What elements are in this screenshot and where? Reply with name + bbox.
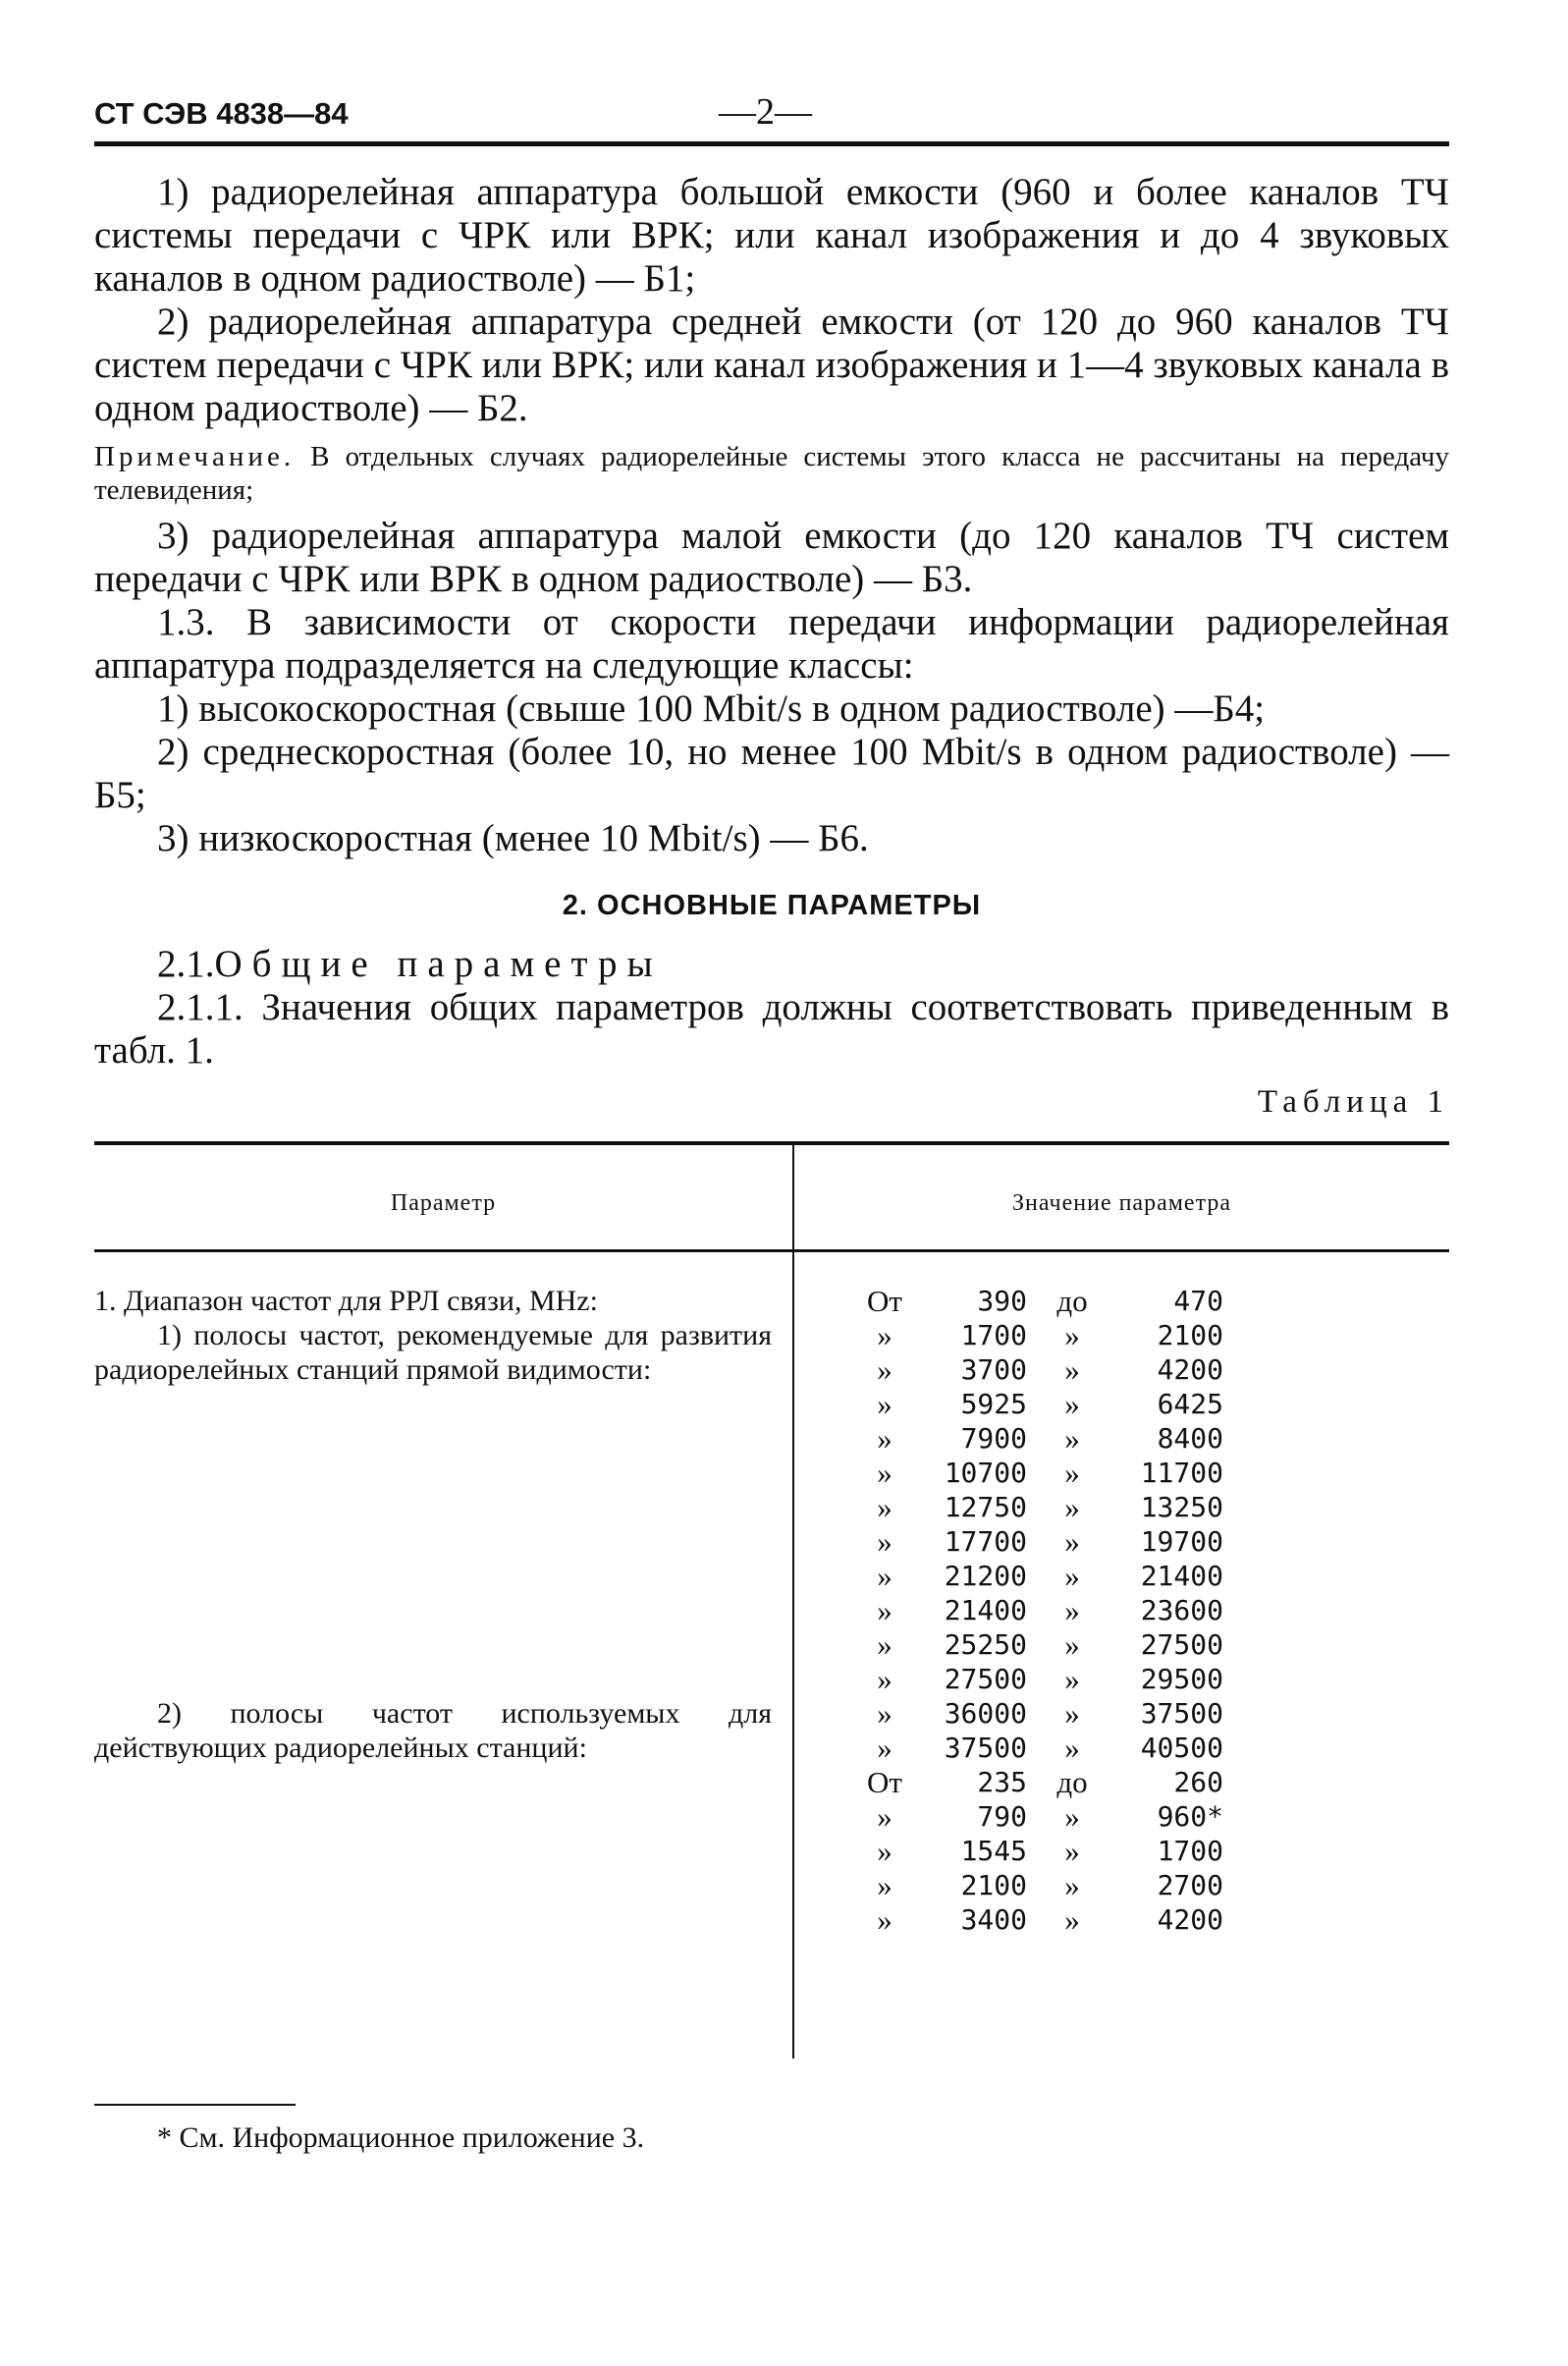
subsection-title: Общие параметры xyxy=(214,943,663,985)
band-to: 13250 xyxy=(1140,1491,1223,1523)
band-prefix: » xyxy=(877,1731,892,1765)
section-heading: 2. ОСНОВНЫЕ ПАРАМЕТРЫ xyxy=(562,890,982,921)
band-to: 8400 xyxy=(1157,1422,1223,1455)
band-separator: » xyxy=(1064,1731,1080,1765)
band-prefix: » xyxy=(877,1593,892,1627)
band-separator: » xyxy=(1064,1421,1080,1456)
band-from: 25250 xyxy=(944,1628,1027,1661)
frequency-band-row xyxy=(850,1352,1400,1387)
frequency-band-row xyxy=(850,1868,1400,1902)
frequency-band-row xyxy=(850,1765,1400,1799)
band-separator: » xyxy=(1064,1662,1080,1696)
band-to: 27500 xyxy=(1140,1628,1223,1661)
band-to: 2700 xyxy=(1157,1869,1223,1901)
header-rule xyxy=(94,141,1449,146)
subsection-heading xyxy=(94,943,1449,986)
band-prefix: » xyxy=(877,1834,892,1868)
band-prefix: » xyxy=(877,1456,892,1490)
band-from: 21400 xyxy=(944,1594,1027,1626)
page-header xyxy=(94,90,1449,141)
frequency-group-2 xyxy=(850,1765,1400,1937)
band-prefix: » xyxy=(877,1559,892,1593)
band-to: 260 xyxy=(1173,1766,1223,1798)
band-separator: » xyxy=(1064,1318,1080,1352)
band-from: 10700 xyxy=(944,1457,1027,1489)
group2-label: 2) полосы частот используемых для действующих радиорелейных станций: xyxy=(94,1697,772,1764)
band-from: 390 xyxy=(977,1285,1027,1317)
footnote-rule xyxy=(94,2104,296,2106)
note-body: В отдельных случаях радиорелейные системы этого класса не рассчитаны на передачу телевидения; xyxy=(94,441,1449,506)
band-from: 21200 xyxy=(944,1560,1027,1592)
band-to: 4200 xyxy=(1157,1903,1223,1936)
table-column-divider xyxy=(792,1145,794,2059)
band-to: 21400 xyxy=(1140,1560,1223,1592)
band-from: 2100 xyxy=(960,1869,1027,1901)
band-to: 960* xyxy=(1157,1800,1223,1833)
value-column xyxy=(850,1284,1400,1937)
paragraph-b4: 1) высокоскоростная (свыше 100 Mbit/s в одном радиостволе) —Б4; xyxy=(157,688,1266,730)
frequency-band-row xyxy=(850,1593,1400,1627)
paragraph-b6: 3) низкоскоростная (менее 10 Mbit/s) — Б6. xyxy=(157,817,869,859)
band-separator: » xyxy=(1064,1559,1080,1593)
band-to: 37500 xyxy=(1140,1697,1223,1730)
body-text xyxy=(94,171,1449,1124)
band-to: 6425 xyxy=(1157,1388,1223,1420)
table-top-rule xyxy=(94,1141,1449,1145)
frequency-band-row xyxy=(850,1524,1400,1559)
band-separator: » xyxy=(1064,1799,1080,1834)
band-separator: » xyxy=(1064,1490,1080,1524)
band-to: 11700 xyxy=(1140,1457,1223,1489)
paragraph-b1: 1) радиорелейная аппаратура большой емкости (960 и более каналов ТЧ системы передачи с ЧРК или ВРК; или канал изображения и до 4 звуковых каналов в одном радиостволе) — Б1; xyxy=(94,171,1449,300)
band-prefix: » xyxy=(877,1352,892,1387)
frequency-band-row xyxy=(850,1318,1400,1352)
paragraph-b5: 2) среднескоростная (более 10, но менее 100 Mbit/s в одном радиостволе) — Б5; xyxy=(94,731,1449,816)
frequency-band-row xyxy=(850,1559,1400,1593)
band-from: 36000 xyxy=(944,1697,1027,1730)
column-header-parameter: Параметр xyxy=(390,1190,497,1216)
group1-label: 1) полосы частот, рекомендуемые для развития радиорелейных станций прямой видимости: xyxy=(94,1319,772,1386)
paragraph-b3: 3) радиорелейная аппаратура малой емкости (до 120 каналов ТЧ систем передачи с ЧРК или ВРК в одном радиостволе) — Б3. xyxy=(94,515,1449,600)
band-from: 235 xyxy=(977,1766,1027,1798)
band-separator: » xyxy=(1064,1352,1080,1387)
band-prefix: » xyxy=(877,1318,892,1352)
band-prefix: » xyxy=(877,1524,892,1559)
band-separator: » xyxy=(1064,1593,1080,1627)
band-separator: » xyxy=(1064,1902,1080,1937)
band-separator: » xyxy=(1064,1696,1080,1731)
band-prefix: » xyxy=(877,1662,892,1696)
band-from: 3400 xyxy=(960,1903,1027,1936)
band-prefix: » xyxy=(877,1421,892,1456)
band-from: 790 xyxy=(977,1800,1027,1833)
frequency-band-row xyxy=(850,1490,1400,1524)
band-prefix: » xyxy=(877,1387,892,1421)
frequency-band-row xyxy=(850,1799,1400,1834)
band-to: 23600 xyxy=(1140,1594,1223,1626)
frequency-group-1 xyxy=(850,1284,1400,1765)
band-prefix: » xyxy=(877,1902,892,1937)
paragraph-b2: 2) радиорелейная аппаратура средней емкости (от 120 до 960 каналов ТЧ систем передачи с ЧРК или ВРК; или канал изображения и 1—4 звуковых канала в одном радиостволе) — Б2. xyxy=(94,301,1449,429)
band-separator: » xyxy=(1064,1834,1080,1868)
document-page xyxy=(94,90,1449,2060)
band-to: 19700 xyxy=(1140,1525,1223,1558)
paragraph-1-3: 1.3. В зависимости от скорости передачи информации радиорелейная аппаратура подразделяется на следующие классы: xyxy=(94,601,1449,687)
frequency-band-row xyxy=(850,1387,1400,1421)
band-from: 1545 xyxy=(960,1835,1027,1867)
note xyxy=(94,440,1449,507)
paragraph-2-1-1: 2.1.1. Значения общих параметров должны соответствовать приведенным в табл. 1. xyxy=(94,986,1449,1072)
band-prefix: От xyxy=(867,1765,902,1799)
frequency-band-row xyxy=(850,1662,1400,1696)
frequency-band-row xyxy=(850,1284,1400,1318)
band-to: 470 xyxy=(1173,1285,1223,1317)
band-to: 40500 xyxy=(1140,1732,1223,1764)
frequency-band-row xyxy=(850,1902,1400,1937)
band-from: 12750 xyxy=(944,1491,1027,1523)
band-prefix: » xyxy=(877,1868,892,1902)
band-separator: » xyxy=(1064,1387,1080,1421)
frequency-band-row xyxy=(850,1696,1400,1731)
frequency-band-row xyxy=(850,1731,1400,1765)
band-from: 3700 xyxy=(960,1353,1027,1386)
frequency-band-row xyxy=(850,1834,1400,1868)
table-caption: Таблица 1 xyxy=(1257,1084,1449,1120)
note-lead: Примечание. xyxy=(94,441,296,472)
row-title: 1. Диапазон частот для РРЛ связи, MHz: xyxy=(94,1285,598,1317)
band-separator: » xyxy=(1064,1524,1080,1559)
parameter-column xyxy=(94,1284,772,1765)
band-to: 4200 xyxy=(1157,1353,1223,1386)
band-prefix: » xyxy=(877,1627,892,1662)
frequency-band-row xyxy=(850,1421,1400,1456)
band-from: 1700 xyxy=(960,1319,1027,1351)
band-from: 27500 xyxy=(944,1663,1027,1695)
column-header-value: Значение параметра xyxy=(1011,1190,1232,1216)
band-separator: » xyxy=(1064,1868,1080,1902)
footnote: * См. Информационное приложение 3. xyxy=(157,2121,645,2154)
band-to: 2100 xyxy=(1157,1319,1223,1351)
frequency-band-row xyxy=(850,1627,1400,1662)
subsection-number: 2.1. xyxy=(157,943,215,985)
band-prefix: От xyxy=(867,1284,902,1318)
band-to: 29500 xyxy=(1140,1663,1223,1695)
band-prefix: » xyxy=(877,1490,892,1524)
page-number: —2— xyxy=(719,91,812,133)
standard-code: СТ СЭВ 4838—84 xyxy=(94,96,349,131)
band-separator: до xyxy=(1056,1765,1088,1799)
band-from: 7900 xyxy=(960,1422,1027,1455)
band-from: 5925 xyxy=(960,1388,1027,1420)
band-to: 1700 xyxy=(1157,1835,1223,1867)
table-header-rule xyxy=(94,1249,1449,1252)
band-separator: » xyxy=(1064,1627,1080,1662)
band-prefix: » xyxy=(877,1696,892,1731)
band-separator: » xyxy=(1064,1456,1080,1490)
band-prefix: » xyxy=(877,1799,892,1834)
band-from: 37500 xyxy=(944,1732,1027,1764)
parameters-table xyxy=(94,1141,1449,2060)
frequency-band-row xyxy=(850,1456,1400,1490)
band-separator: до xyxy=(1056,1284,1088,1318)
band-from: 17700 xyxy=(944,1525,1027,1558)
